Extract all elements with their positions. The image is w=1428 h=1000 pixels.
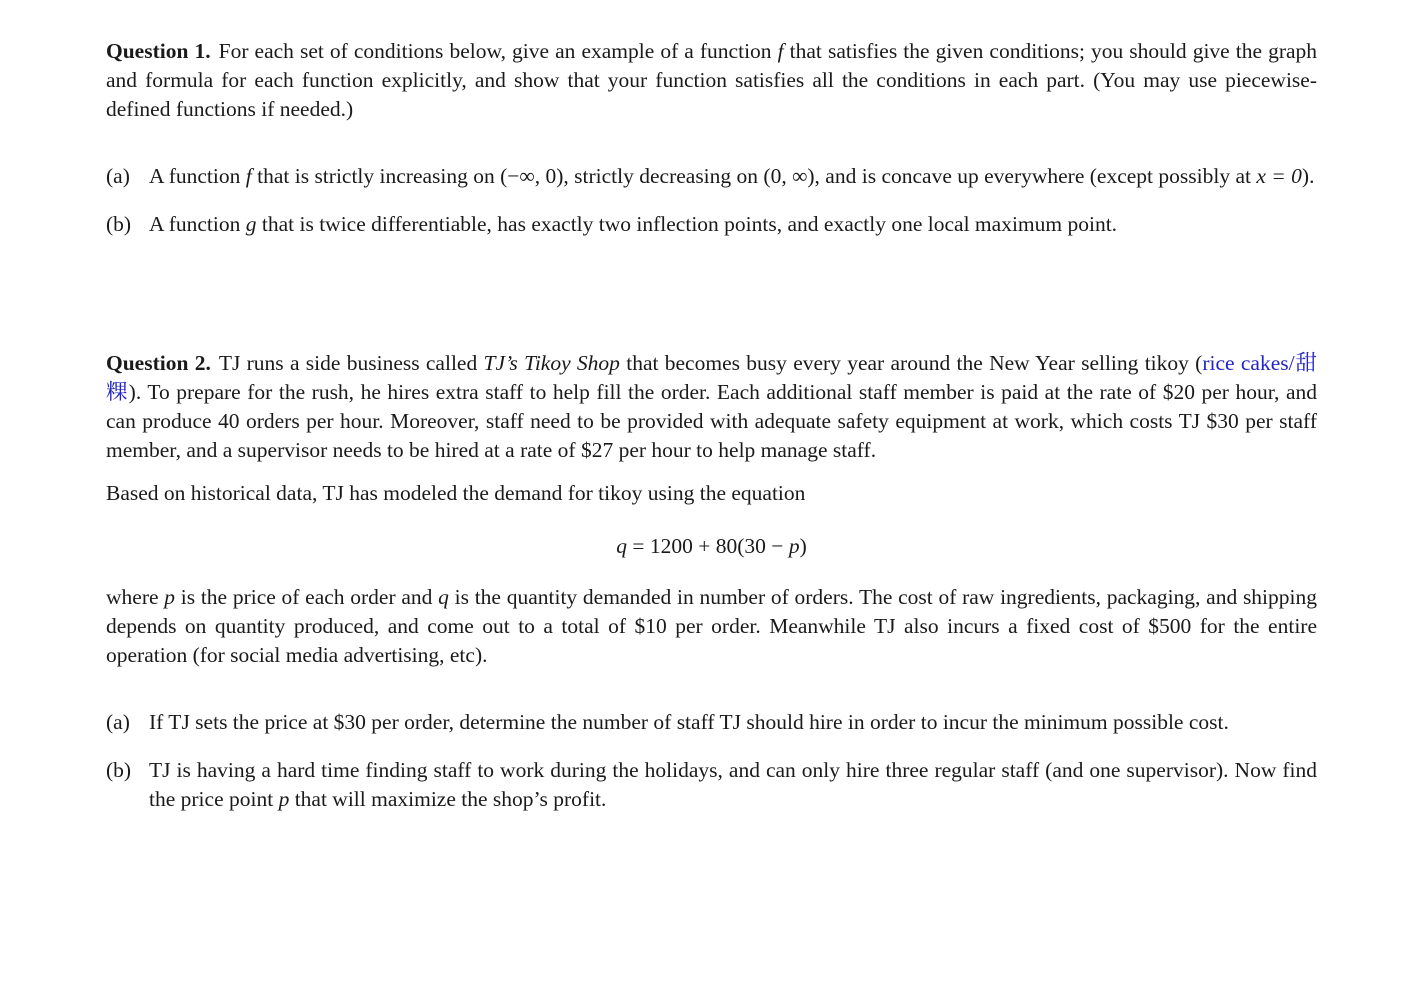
shop-name: TJ’s Tikoy Shop [483,351,620,375]
part-text: that is strictly increasing on (−∞, 0), strictly decreasing on (0, ∞), and is concave up everywhere (except possibly at [257,164,1251,188]
question-1-intro-text: that satisfies the given conditions; you should give the graph and formula for each function explicitly, and show that your function satisfies all the conditions in each part. (You may use piecewise-defined functions if needed.) [106,39,1318,121]
math-variable: p [788,534,800,558]
question-2-part-a [106,708,1317,737]
question-2-text: is the price of each order and [180,585,433,609]
question-2-demand-paragraph: Based on historical data, TJ has modeled the demand for tikoy using the equation [106,481,806,505]
question-1-part-b [106,210,1317,239]
rice-cakes-link[interactable]: rice cakes/甜粿 [106,351,1317,404]
question-1-intro-text: For each set of conditions below, give an example of a function [218,39,772,63]
question-1-intro [106,37,1317,124]
math-variable: g [245,212,257,236]
part-label: (a) [106,710,130,734]
question-2-text: TJ runs a side business called [218,351,478,375]
question-2-parts [106,708,1317,814]
part-label: (b) [106,758,132,782]
part-text: A function [149,164,241,188]
part-text: that is twice differentiable, has exactly two inflection points, and exactly one local maximum point. [261,212,1118,236]
math-variable: q [616,534,628,558]
part-text: ). [1301,164,1315,188]
part-text: that will maximize the shop’s profit. [294,787,607,811]
math-variable: f [777,39,784,63]
part-text: TJ is having a hard time finding staff to work during the holidays, and can only hire three regular staff (and one supervisor). Now find the price point [149,758,1317,811]
question-2-part-b [106,756,1317,814]
question-2-heading: Question 2. [106,351,211,375]
math-variable: p [278,787,290,811]
part-label: (a) [106,164,130,188]
part-label: (b) [106,212,132,236]
part-text: A function [149,212,241,236]
question-1-parts [106,162,1317,239]
math-variable: f [245,164,252,188]
demand-equation [106,532,1317,561]
equation-text: ) [799,534,807,558]
question-2-text: ). To prepare for the rush, he hires extra staff to help fill the order. Each additional staff member is paid at the rate of $20 per hour, and can produce 40 orders per hour. Moreover, staff need to be provided with adequate safety equipment at work, which costs TJ $30 per staff member, and a supervisor needs to be hired at a rate of $27 per hour to help manage staff. [106,380,1317,462]
part-text: If TJ sets the price at $30 per order, determine the number of staff TJ should hire in order to incur the minimum possible cost. [149,710,1229,734]
question-2-cost-paragraph [106,583,1317,670]
math-variable: p [164,585,176,609]
question-2-text: where [106,585,159,609]
document-page [106,37,1317,814]
question-1-heading: Question 1. [106,39,211,63]
question-2-text: is the quantity demanded in number of orders. The cost of raw ingredients, packaging, and shipping depends on quantity produced, and come out to a total of $10 per order. Meanwhile TJ also incurs a fixed cost of $500 for the entire operation (for social media advertising, etc). [106,585,1318,667]
math-expression: x = 0 [1256,164,1302,188]
question-2-intro [106,349,1317,465]
equation-text: = 1200 + 80(30 − [627,534,789,558]
question-2-text: that becomes busy every year around the New Year selling tikoy ( [626,351,1203,375]
question-1-part-a [106,162,1317,191]
math-variable: q [438,585,449,609]
